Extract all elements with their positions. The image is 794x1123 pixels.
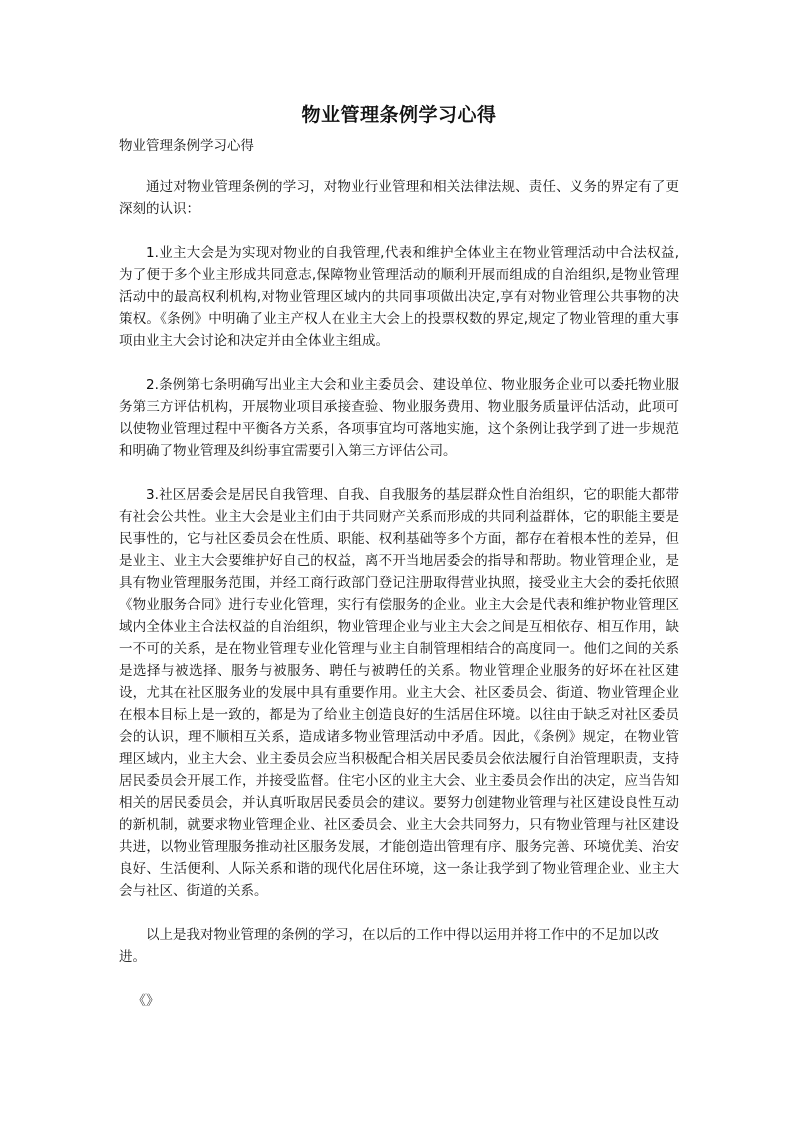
document-page <box>119 100 679 1026</box>
closing-paragraph: 以上是我对物业管理的条例的学习，在以后的工作中得以运用并将工作中的不足加以改进。 <box>119 927 659 965</box>
paragraph-1: 1.业主大会是为实现对物业的自我管理,代表和维护全体业主在物业管理活动中合法权益,为了便于多个业主形成共同意志,保障物业管理活动的顺利开展而组成的自治组织,是物业管理活动中的最高权利机构,对物业管理区域内的共同事项做出决定,享有对物业管理公共事物的决策权。《条例》中明确了业主产权人在业主大会上的投票权数的界定,规定了物业管理的重大事项由业主大会讨论和决定并由全体业主组成。 <box>119 245 679 349</box>
intro-paragraph: 通过对物业管理条例的学习，对物业行业管理和相关法律法规、责任、义务的界定有了更深刻的认识： <box>119 179 679 217</box>
document-subtitle: 物业管理条例学习心得 <box>119 138 254 154</box>
paragraph-2: 2.条例第七条明确写出业主大会和业主委员会、建设单位、物业服务企业可以委托物业服务第三方评估机构，开展物业项目承接查验、物业服务费用、物业服务质量评估活动，此项可以使物业管理过程中平衡各方关系，各项事宜均可落地实施，这个条例让我学到了进一步规范和明确了物业管理及纠纷事宜需要引入第三方评估公司。 <box>119 377 679 459</box>
trailing-marks: 《》 <box>132 993 160 1009</box>
page-title: 物业管理条例学习心得 <box>301 104 497 126</box>
paragraph-3: 3.社区居委会是居民自我管理、自我、自我服务的基层群众性自治组织，它的职能大都带有社会公共性。业主大会是业主们由于共同财产关系而形成的共同利益群体，它的职能主要是民事性的，它与社区委员会在性质、职能、权利基础等多个方面，都存在着根本性的差异，但是业主、业主大会要维护好自己的权益，离不开当地居委会的指导和帮助。物业管理企业，是具有物业管理服务范围，并经工商行政部门登记注册取得营业执照，接受业主大会的委托依照《物业服务合同》进行专业化管理，实行有偿服务的企业。业主大会是代表和维护物业管理区域内全体业主合法权益的自治组织，物业管理企业与业主大会之间是互相依存、相互作用，缺一不可的关系，是在物业管理专业化管理与业主自制管理相结合的高度同一。他们之间的关系是选择与被选择、服务与被服务、聘任与被聘任的关系。物业管理企业服务的好坏在社区建设，尤其在社区服务业的发展中具有重要作用。业主大会、社区委员会、街道、物业管理企业在根本目标上是一致的，都是为了给业主创造良好的生活居住环境。以往由于缺乏对社区委员会的认识，理不顺相互关系，造成诸多物业管理活动中矛盾。因此，《条例》规定，在物业管理区域内，业主大会、业主委员会应当积极配合相关居民委员会依法履行自治管理职责，支持居民委员会开展工作，并接受监督。住宅小区的业主大会、业主委员会作出的决定，应当告知相关的居民委员会，并认真听取居民委员会的建议。要努力创建物业管理与社区建设良性互动的新机制，就要求物业管理企业、社区委员会、业主大会共同努力，只有物业管理与社区建设共进，以物业管理服务推动社区服务发展，才能创造出管理有序、服务完善、环境优美、治安良好、生活便利、人际关系和谐的现代化居住环境，这一条让我学到了物业管理企业、业主大会与社区、街道的关系。 <box>119 487 679 899</box>
